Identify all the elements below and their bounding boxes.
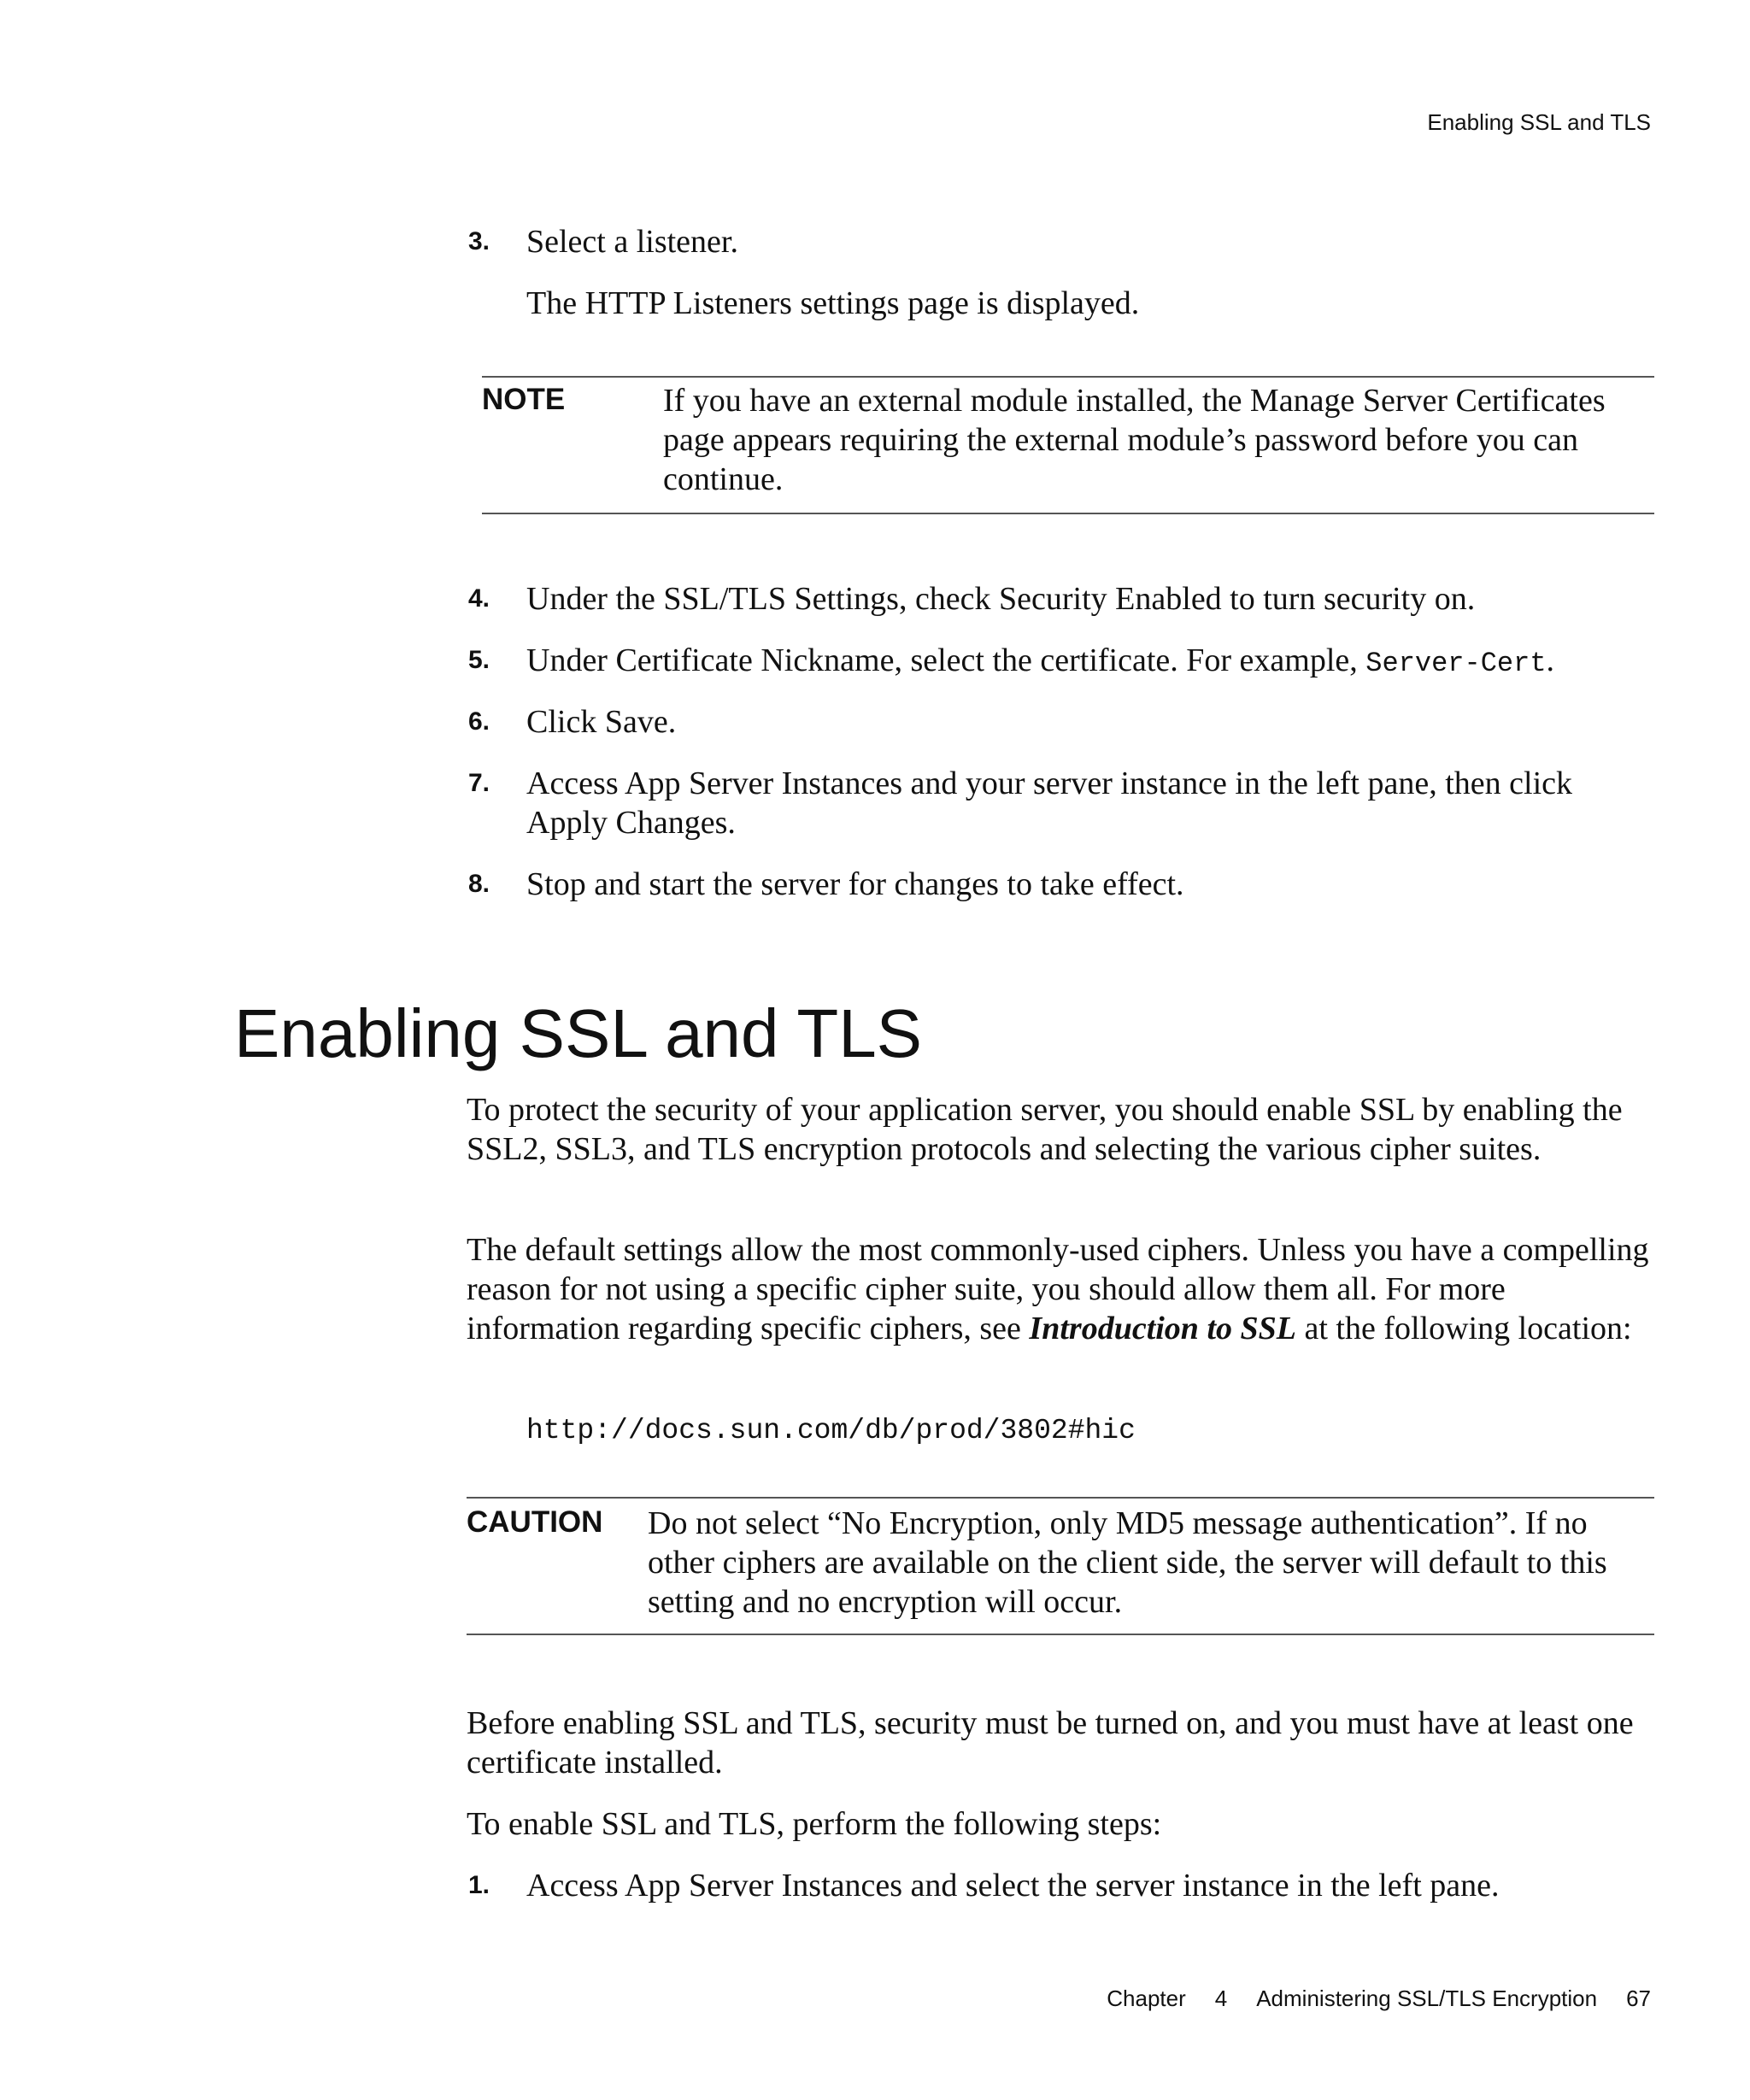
caution-text: Do not select “No Encryption, only MD5 message authentication”. If no other ciphers are available on the client side, the server will default to this setting and no encryption will occur. — [648, 1505, 1607, 1620]
caution-bottom-rule — [467, 1634, 1654, 1635]
step-text — [526, 641, 1654, 683]
section-heading: Enabling SSL and TLS — [234, 995, 923, 1071]
step-number: 1. — [468, 1871, 490, 1899]
step-text-before: Under Certificate Nickname, select the certificate. For example, — [526, 642, 1366, 678]
step-result: The HTTP Listeners settings page is displayed. — [526, 285, 1140, 321]
note-top-rule — [482, 376, 1654, 378]
note-label: NOTE — [482, 383, 566, 416]
body-paragraph — [467, 1230, 1663, 1348]
step-text-after: . — [1546, 642, 1555, 678]
step-text: Access App Server Instances and select the server instance in the left pane. — [526, 1868, 1500, 1903]
document-title-reference: Introduction to SSL — [1029, 1311, 1296, 1346]
running-header: Enabling SSL and TLS — [1427, 109, 1651, 135]
step-text: Access App Server Instances and your server instance in the left pane, then click Apply Changes. — [526, 766, 1572, 841]
step-text: Under the SSL/TLS Settings, check Security Enabled to turn security on. — [526, 581, 1476, 617]
step-text: Stop and start the server for changes to take effect. — [526, 866, 1184, 902]
code-sample: Server-Cert — [1365, 648, 1547, 679]
step-number: 5. — [468, 646, 490, 674]
footer-chapter-label: Chapter — [1107, 1986, 1186, 2011]
body-paragraph: To enable SSL and TLS, perform the following steps: — [467, 1806, 1162, 1842]
url-reference: http://docs.sun.com/db/prod/3802#hic — [526, 1415, 1136, 1446]
step-text: Click Save. — [526, 704, 677, 740]
caution-label: CAUTION — [467, 1505, 603, 1539]
step-text: Select a listener. — [526, 224, 738, 260]
body-paragraph: To protect the security of your application server, you should enable SSL by enabling the SSL2, SSL3, and TLS encryption protocols and selecting the various cipher suites. — [467, 1092, 1623, 1167]
step-number: 8. — [468, 870, 490, 898]
step-number: 7. — [468, 769, 490, 797]
body-paragraph: Before enabling SSL and TLS, security must be turned on, and you must have at least one certificate installed. — [467, 1705, 1634, 1780]
caution-top-rule — [467, 1497, 1654, 1499]
footer-chapter-number: 4 — [1214, 1986, 1228, 2011]
step-number: 6. — [468, 707, 490, 736]
para-text: at the following location: — [1295, 1311, 1632, 1346]
note-bottom-rule — [482, 513, 1654, 514]
para-text: The default settings allow the most commonly-used ciphers. Unless you have a compelling reason for not using a specific cipher suite, you should allow them all. For more information regarding specific ciphers, see — [467, 1232, 1649, 1346]
step-number: 4. — [468, 584, 490, 613]
page-footer — [1107, 1986, 1651, 2012]
footer-chapter-title: Administering SSL/TLS Encryption — [1256, 1986, 1598, 2011]
step-number: 3. — [468, 227, 490, 255]
note-text: If you have an external module installed, the Manage Server Certificates page appears requiring the external module’s password before you can continue. — [663, 383, 1606, 497]
page-number: 67 — [1626, 1986, 1651, 2011]
